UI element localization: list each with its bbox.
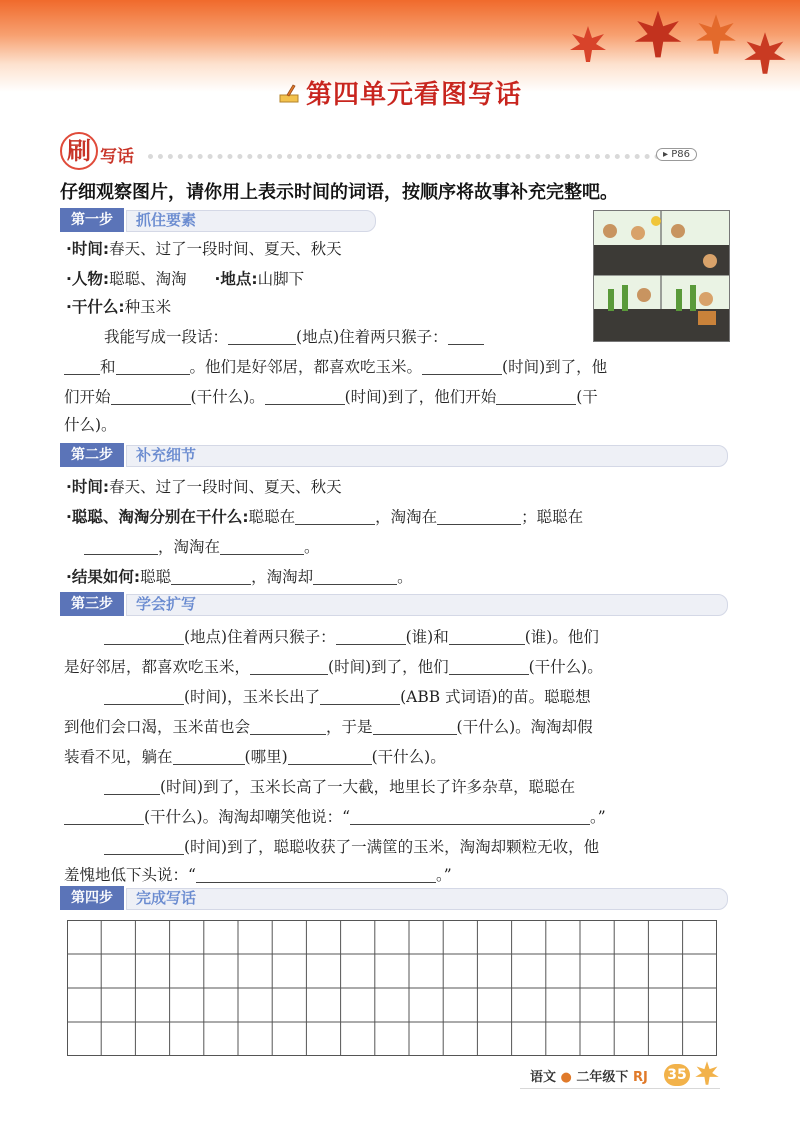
title-area (0, 74, 800, 111)
writing-grid-lines (67, 920, 717, 1056)
step3-line-5 (64, 746, 446, 768)
page-title (278, 74, 522, 111)
answer-blank[interactable] (104, 688, 184, 705)
step-2-header (60, 443, 728, 467)
text: (时间)到了，聪聪收获了一满筐的玉米，淘淘却颗粒无收，他 (184, 838, 600, 856)
text: (干什么)。淘淘却嘲笑他说：“ (144, 808, 351, 826)
step2-result-line (66, 566, 413, 588)
monkeys-planting-corn-image (594, 211, 729, 341)
text: 羞愧地低下头说：“ (64, 866, 196, 884)
step-name: 抓住要素 (136, 211, 197, 229)
text: 们开始 (64, 388, 111, 406)
footer-grade: 二年级下 (576, 1070, 629, 1085)
text: 是好邻居，都喜欢吃玉米， (64, 658, 251, 676)
label: ·人物: (66, 270, 110, 288)
step2-what-line-2 (84, 536, 320, 558)
text: 。他们是好邻居，都喜欢吃玉米。 (189, 358, 423, 376)
answer-blank[interactable] (350, 808, 590, 825)
footer-subject: 语文 (530, 1070, 557, 1085)
text: (地点)住着两只猴子： (296, 328, 448, 346)
answer-blank[interactable] (220, 538, 304, 555)
step-1-header (60, 208, 376, 232)
text: 。” (590, 808, 606, 826)
answer-blank[interactable] (496, 388, 576, 405)
text: (谁)。他们 (524, 628, 599, 646)
page-reference-text: P86 (671, 149, 690, 160)
step3-line-4 (64, 716, 593, 738)
label: ·聪聪、淘淘分别在干什么: (66, 508, 249, 526)
step3-line-7 (64, 806, 606, 828)
answer-blank[interactable] (448, 328, 484, 345)
answer-blank[interactable] (84, 538, 158, 555)
section-label: 写话 (100, 147, 134, 167)
step1-para-line-4: 什么)。 (64, 416, 117, 434)
maple-leaf-icon (694, 1060, 720, 1086)
answer-blank[interactable] (373, 718, 457, 735)
step3-line-1 (104, 626, 599, 648)
step3-line-8 (104, 836, 599, 858)
step3-line-6 (104, 776, 575, 798)
text: (干什么)。 (528, 658, 603, 676)
writing-grid[interactable] (67, 920, 717, 1056)
footer-divider (520, 1088, 720, 1089)
text: (时间)，玉米长出了 (184, 688, 321, 706)
text: (谁)和 (405, 628, 449, 646)
text: (干 (576, 388, 598, 406)
answer-blank[interactable] (250, 718, 326, 735)
answer-blank[interactable] (104, 838, 184, 855)
step2-what-line (66, 506, 583, 528)
text: 我能写成一段话： (104, 328, 229, 346)
footer-edition: RJ (632, 1070, 648, 1085)
step-tag: 第二步 (60, 443, 124, 467)
step-name: 完成写话 (136, 889, 197, 907)
page-number: 35 (664, 1064, 690, 1086)
step-bar (126, 445, 728, 467)
label: ·干什么: (66, 298, 125, 316)
label: ·时间: (66, 240, 110, 258)
book-pen-icon (278, 83, 300, 105)
label: ·时间: (66, 478, 110, 496)
instruction: 仔细观察图片，请你用上表示时间的词语，按顺序将故事补充完整吧。 (60, 182, 618, 203)
step-name: 补充细节 (136, 446, 197, 464)
text: (ABB 式词语)的苗。聪聪想 (400, 688, 591, 706)
text: (时间)到了，他们开始 (344, 388, 497, 406)
value: 春天、过了一段时间、夏天、秋天 (109, 240, 342, 258)
answer-blank[interactable] (288, 748, 372, 765)
text: (时间)到了，他 (502, 358, 608, 376)
answer-blank[interactable] (171, 568, 251, 585)
maple-leaf-icon (632, 8, 684, 60)
text: 。 (304, 538, 320, 556)
text: 聪聪在 (248, 508, 296, 526)
section-badge: 刷 (60, 132, 98, 170)
answer-blank[interactable] (437, 508, 521, 525)
answer-blank[interactable] (64, 808, 144, 825)
section-header (60, 132, 730, 168)
maple-leaf-icon (694, 12, 738, 56)
text: (干什么)。淘淘却假 (456, 718, 593, 736)
divider (148, 154, 670, 159)
answer-blank[interactable] (104, 778, 160, 795)
step-tag: 第四步 (60, 886, 124, 910)
text: (时间)到了，玉米长高了一大截，地里长了许多杂草，聪聪在 (160, 778, 576, 796)
step-4-header (60, 886, 728, 910)
answer-blank[interactable] (336, 628, 406, 645)
step1-para-line-1 (104, 326, 484, 348)
step3-line-3 (104, 686, 591, 708)
step3-line-2 (64, 656, 603, 678)
answer-blank[interactable] (111, 388, 191, 405)
text: 到他们会口渴，玉米苗也会 (64, 718, 251, 736)
text: 。” (435, 866, 452, 884)
maple-leaf-icon (742, 30, 788, 76)
footer-info (530, 1066, 648, 1085)
answer-blank[interactable] (265, 388, 345, 405)
text: 。 (397, 568, 413, 586)
answer-blank[interactable] (64, 358, 100, 375)
separator-dot: ● (556, 1070, 577, 1085)
text: (干什么)。 (190, 388, 265, 406)
value: 种玉米 (124, 298, 172, 316)
answer-blank[interactable] (320, 688, 400, 705)
text: 聪聪 (140, 568, 172, 586)
text: (哪里) (244, 748, 288, 766)
value: 山脚下 (257, 270, 305, 288)
label: ·结果如何: (66, 568, 141, 586)
answer-blank[interactable] (196, 866, 436, 883)
answer-blank[interactable] (116, 358, 190, 375)
step1-people-line (66, 268, 304, 290)
maple-leaf-icon (568, 24, 608, 64)
step-tag: 第一步 (60, 208, 124, 232)
label: ·地点: (214, 270, 258, 288)
step1-do-line (66, 296, 171, 318)
value: 聪聪、淘淘 (109, 270, 187, 288)
step-bar (126, 594, 728, 616)
answer-blank[interactable] (313, 568, 397, 585)
answer-blank[interactable] (228, 328, 296, 345)
answer-blank[interactable] (422, 358, 502, 375)
answer-blank[interactable] (104, 628, 184, 645)
page-reference: ▸ P86 (656, 148, 697, 161)
answer-blank[interactable] (173, 748, 245, 765)
text: 装看不见，躺在 (64, 748, 173, 766)
step-bar (126, 888, 728, 910)
step-3-header (60, 592, 728, 616)
answer-blank[interactable] (449, 658, 529, 675)
step1-time-line (66, 238, 342, 260)
text: ，于是 (326, 718, 373, 736)
text: (时间)到了，他们 (328, 658, 449, 676)
step1-para-line-2 (64, 356, 607, 378)
text: 和 (100, 358, 116, 376)
step-tag: 第三步 (60, 592, 124, 616)
answer-blank[interactable] (250, 658, 328, 675)
step-name: 学会扩写 (136, 595, 197, 613)
text: (地点)住着两只猴子： (184, 628, 336, 646)
text: ，淘淘在 (375, 508, 438, 526)
answer-blank[interactable] (449, 628, 525, 645)
text: ，淘淘在 (158, 538, 221, 556)
answer-blank[interactable] (295, 508, 375, 525)
page-title-text: 第四单元看图写话 (305, 80, 522, 110)
step1-para-line-3 (64, 386, 598, 408)
step2-time-line (66, 476, 342, 498)
text: ；聪聪在 (521, 508, 584, 526)
value: 春天、过了一段时间、夏天、秋天 (109, 478, 342, 496)
text: (干什么)。 (371, 748, 446, 766)
text: ，淘淘却 (251, 568, 314, 586)
comic-illustration (593, 210, 730, 342)
step3-line-9 (64, 864, 452, 886)
